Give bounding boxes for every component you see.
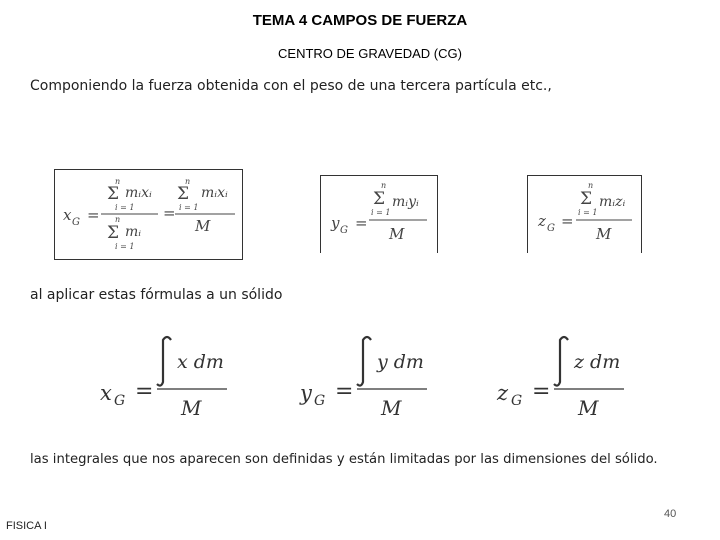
formula-z-sum-bottom: i = 1 xyxy=(578,208,598,217)
formula-z-lhs: z xyxy=(538,212,546,230)
formula-box-y xyxy=(320,175,438,253)
formula-x-lhs: x xyxy=(63,206,72,224)
integral-y-lhs-sub: G xyxy=(314,393,326,409)
formula-z-lhs-sub: G xyxy=(547,223,555,234)
svg-text:=: = xyxy=(335,379,354,404)
formula-discrete-y xyxy=(321,176,437,254)
integral-x-lhs: x xyxy=(100,381,112,405)
formula-z-sum-top: n xyxy=(588,181,594,190)
formula-x-right-numerator: mᵢxᵢ xyxy=(201,185,228,201)
svg-text:Σ: Σ xyxy=(177,184,190,204)
formula-z-denominator: M xyxy=(596,225,612,243)
formula-x-den-sum-top: n xyxy=(115,215,121,224)
integral-y-denominator: M xyxy=(381,396,402,420)
formula-integral-y xyxy=(295,332,445,427)
svg-text:=: = xyxy=(561,212,574,230)
formula-x-right-denominator: M xyxy=(195,217,211,235)
formula-z-numerator: mᵢzᵢ xyxy=(599,194,626,210)
formula-y-denominator: M xyxy=(389,225,405,243)
formula-x-denominator: mᵢ xyxy=(125,224,142,240)
formula-y-sum-top: n xyxy=(381,181,387,190)
formula-integral-x xyxy=(95,332,245,427)
integral-x-lhs-sub: G xyxy=(114,393,126,409)
page-number: 40 xyxy=(664,508,677,520)
integral-x-sign xyxy=(157,337,171,386)
integral-y-lhs: y xyxy=(300,381,312,405)
formula-x-num-sum-top: n xyxy=(115,177,121,186)
solid-text: al aplicar estas fórmulas a un sólido xyxy=(30,287,283,303)
formula-x-num-sum-bottom: i = 1 xyxy=(115,203,135,212)
slide-subtitle: CENTRO DE GRAVEDAD (CG) xyxy=(278,46,462,61)
formula-x-den-sum-bottom: i = 1 xyxy=(115,242,135,251)
formula-x-numerator: mᵢxᵢ xyxy=(125,185,152,201)
formula-x-right-sum-top: n xyxy=(185,177,191,186)
svg-text:=: = xyxy=(135,379,154,404)
footer-course: FISICA I xyxy=(6,520,47,532)
integral-z-denominator: M xyxy=(578,396,599,420)
svg-text:Σ: Σ xyxy=(107,223,120,243)
formula-discrete-x xyxy=(55,170,242,259)
integral-x-numerator: x dm xyxy=(177,351,224,373)
svg-text:=: = xyxy=(87,206,100,224)
integral-x-denominator: M xyxy=(181,396,202,420)
svg-text:Σ: Σ xyxy=(373,189,386,209)
formula-box-z xyxy=(527,175,642,253)
svg-text:=: = xyxy=(163,204,176,222)
integral-z-sign xyxy=(554,337,568,386)
formula-y-lhs-sub: G xyxy=(340,225,348,236)
formula-y-numerator: mᵢyᵢ xyxy=(392,194,419,210)
formula-y-sum-bottom: i = 1 xyxy=(371,208,391,217)
formula-x-lhs-sub: G xyxy=(72,217,80,228)
integral-z-lhs-sub: G xyxy=(511,393,523,409)
formula-integral-z xyxy=(492,332,642,427)
integral-z-lhs: z xyxy=(497,381,509,405)
formula-box-x xyxy=(54,169,243,260)
svg-text:Σ: Σ xyxy=(107,184,120,204)
formula-y-lhs: y xyxy=(331,214,340,232)
integral-y-numerator: y dm xyxy=(377,351,424,373)
conclusion-text: las integrales que nos aparecen son definidas y están limitadas por las dimensiones del sólido. xyxy=(30,452,658,467)
svg-text:=: = xyxy=(355,214,368,232)
svg-text:=: = xyxy=(532,379,551,404)
formula-discrete-z xyxy=(528,176,641,254)
formula-x-right-sum-bottom: i = 1 xyxy=(179,203,199,212)
svg-text:Σ: Σ xyxy=(580,189,593,209)
integral-y-sign xyxy=(357,337,371,386)
slide-title: TEMA 4 CAMPOS DE FUERZA xyxy=(252,12,468,29)
integral-z-numerator: z dm xyxy=(574,351,621,373)
intro-text: Componiendo la fuerza obtenida con el peso de una tercera partícula etc., xyxy=(30,78,552,94)
